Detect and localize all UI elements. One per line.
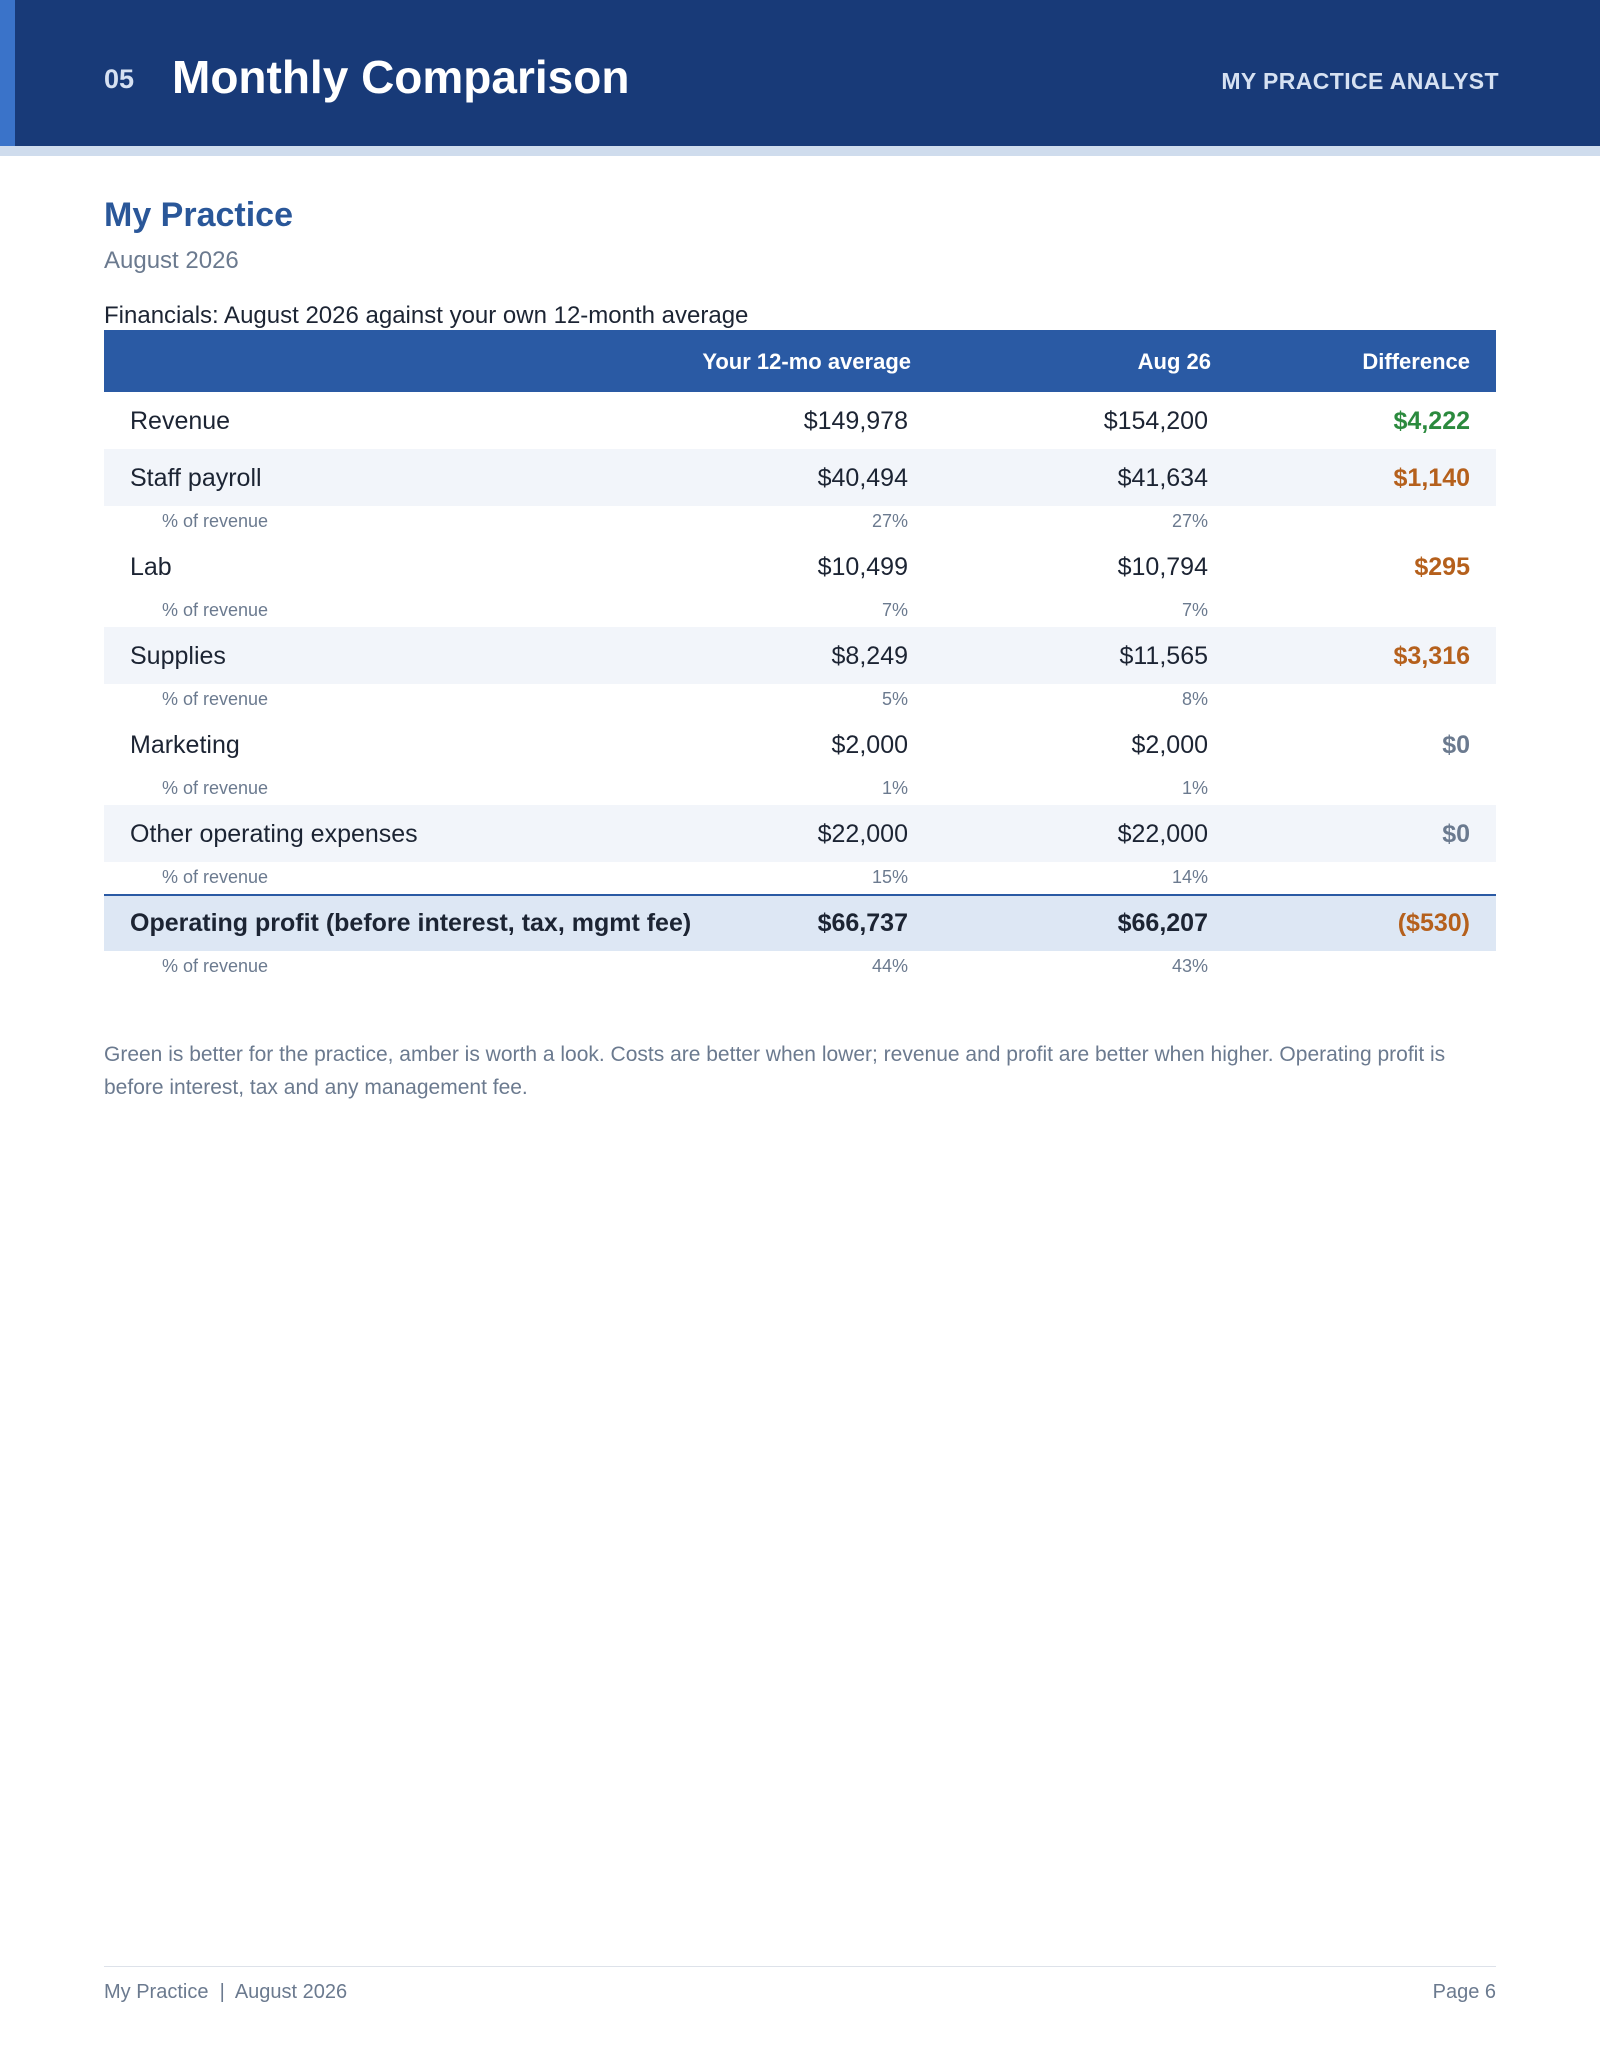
row-current: $66,207 [1117, 909, 1208, 937]
row-average: $149,978 [803, 407, 908, 435]
subrow-average: 7% [881, 600, 908, 620]
row-average: $40,494 [817, 464, 908, 492]
table-subrow-percent [104, 951, 1496, 983]
subrow-average: 15% [871, 867, 908, 887]
financials-table [104, 330, 1496, 983]
table-row-staff-payroll [104, 449, 1496, 506]
table-subrow-percent [104, 595, 1496, 627]
header-accent-bar [0, 0, 15, 146]
subrow-current: 8% [1181, 689, 1208, 709]
row-current: $22,000 [1117, 820, 1208, 848]
table-row-marketing [104, 716, 1496, 773]
table-header-row [104, 330, 1496, 392]
row-label: Staff payroll [130, 464, 262, 492]
row-difference: $3,316 [1393, 642, 1470, 670]
column-header-current: Aug 26 [1137, 349, 1211, 374]
row-label: Marketing [130, 731, 240, 759]
row-average: $8,249 [831, 642, 908, 670]
subrow-current: 7% [1181, 600, 1208, 620]
footer-divider [104, 1966, 1496, 1967]
row-difference: $295 [1414, 553, 1470, 581]
row-current: $2,000 [1131, 731, 1208, 759]
subrow-label: % of revenue [162, 956, 269, 976]
row-average: $2,000 [831, 731, 908, 759]
table-subrow-percent [104, 773, 1496, 805]
row-difference: $0 [1442, 820, 1470, 848]
subrow-label: % of revenue [162, 778, 269, 798]
section-number: 05 [104, 64, 135, 94]
brand-label: MY PRACTICE ANALYST [1221, 68, 1499, 94]
subrow-current: 27% [1171, 511, 1208, 531]
row-difference: $0 [1442, 731, 1470, 759]
report-period: August 2026 [104, 247, 239, 274]
table-row-lab [104, 538, 1496, 595]
row-current: $41,634 [1117, 464, 1208, 492]
row-average: $22,000 [817, 820, 908, 848]
row-difference: $1,140 [1393, 464, 1470, 492]
subrow-current: 14% [1171, 867, 1208, 887]
table-subrow-percent [104, 684, 1496, 716]
page-number: Page 6 [1432, 1981, 1496, 2003]
row-difference: $4,222 [1393, 407, 1470, 435]
row-label: Revenue [130, 407, 231, 435]
footer-period: August 2026 [234, 1981, 348, 2003]
practice-name: My Practice [104, 196, 293, 234]
footer-info [104, 1981, 347, 2004]
table-row-revenue [104, 392, 1496, 449]
legend-note: Green is better for the practice, amber is worth a look. Costs are better when lower; revenue and profit are better when higher. Operating profit is before interest, tax and any management fee. [104, 1043, 1446, 1099]
table-row-operating-profit [104, 894, 1496, 951]
column-header-average: Your 12-mo average [702, 349, 911, 374]
column-header-difference: Difference [1362, 349, 1470, 374]
row-current: $10,794 [1117, 553, 1208, 581]
subrow-average: 1% [881, 778, 908, 798]
table-row-supplies [104, 627, 1496, 684]
row-label: Other operating expenses [130, 820, 418, 848]
footer-practice-name: My Practice [104, 1981, 209, 2003]
subrow-label: % of revenue [162, 511, 269, 531]
row-average: $10,499 [817, 553, 908, 581]
row-current: $154,200 [1103, 407, 1208, 435]
header-underline [0, 146, 1600, 156]
subrow-current: 1% [1181, 778, 1208, 798]
table-subrow-percent [104, 506, 1496, 538]
subrow-label: % of revenue [162, 867, 269, 887]
row-label: Operating profit (before interest, tax, mgmt fee) [130, 909, 692, 937]
subrow-average: 5% [881, 689, 908, 709]
subrow-current: 43% [1171, 956, 1208, 976]
row-average: $66,737 [817, 909, 908, 937]
table-subrow-percent [104, 862, 1496, 894]
table-caption: Financials: August 2026 against your own 12-month average [104, 302, 749, 329]
subrow-average: 44% [871, 956, 908, 976]
subrow-average: 27% [871, 511, 908, 531]
subrow-label: % of revenue [162, 689, 269, 709]
row-label: Supplies [130, 642, 226, 670]
subrow-label: % of revenue [162, 600, 269, 620]
row-difference: ($530) [1397, 909, 1470, 937]
footer-separator: | [219, 1981, 225, 2003]
row-label: Lab [130, 553, 172, 581]
page-title: Monthly Comparison [172, 51, 630, 103]
table-row-other-operating-expenses [104, 805, 1496, 862]
row-current: $11,565 [1119, 642, 1208, 670]
